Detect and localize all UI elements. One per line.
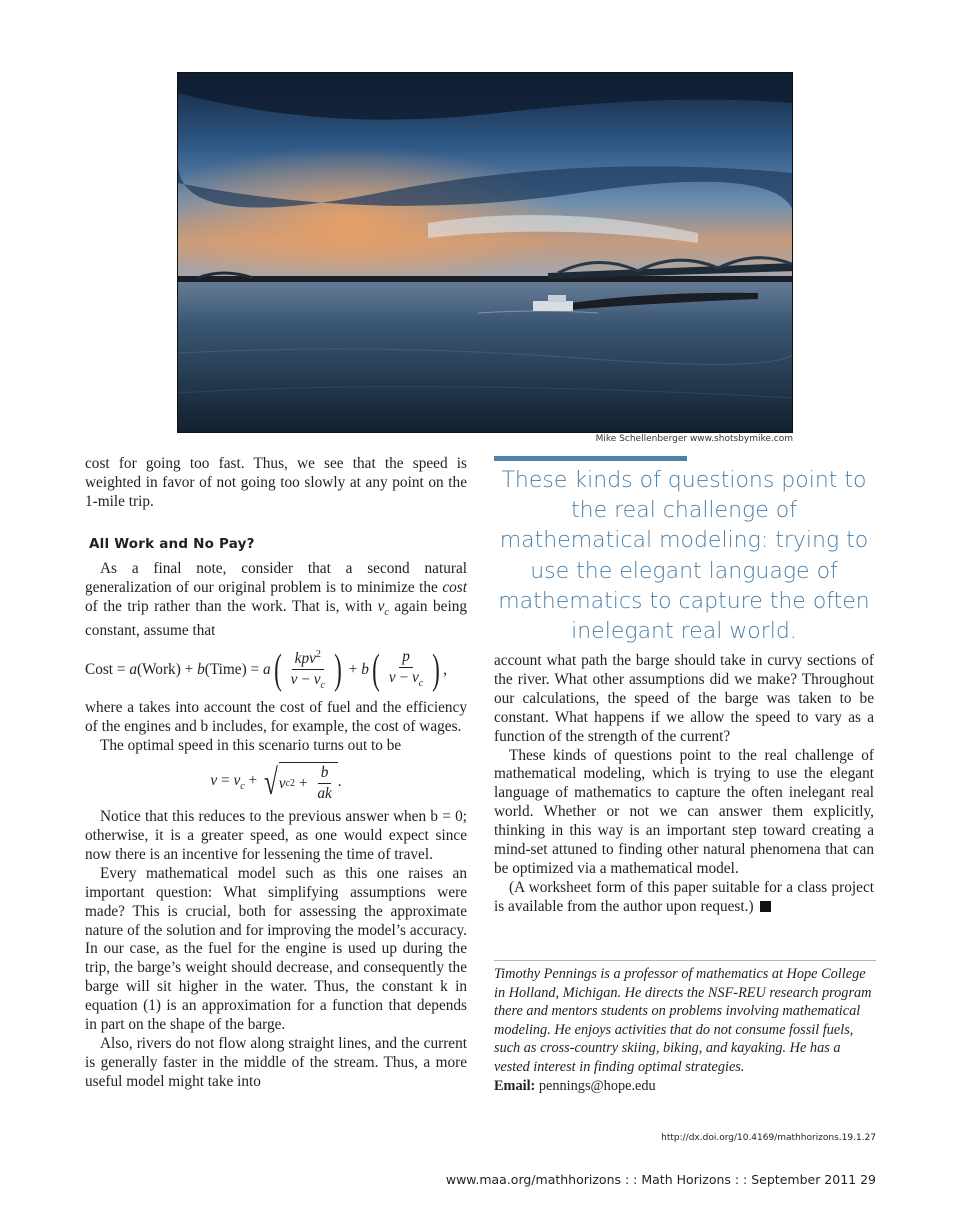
pull-quote-rule xyxy=(494,456,687,461)
email-label: Email: xyxy=(494,1077,536,1094)
paragraph-cost xyxy=(85,560,467,642)
paragraph-worksheet-text: (A worksheet form of this paper suitable for a class project is available from the author upon request.) xyxy=(494,878,874,915)
bio-divider xyxy=(494,960,876,961)
paragraph-cost-part2: of the trip rather than the work. That is, with xyxy=(85,597,378,615)
river-barge-sunset-photo-icon xyxy=(178,73,793,433)
end-mark-icon xyxy=(760,901,771,912)
bio-text: Timothy Pennings is a professor of mathematics at Hope College in Holland, Michigan. He directs the NSF-REU research program there and mentors students on problems involving mathematical modeling. He enjoys activities that do not consume fossil fuels, such as cross-country skiing, biking, and kayaking. He has a vested interest in finding optimal strategies. xyxy=(494,966,872,1075)
cost-equation: Cost = a(Work) + b(Time) = a ( $\frac{kpv^2}{v - v_c}$ ) + b ( $\frac{p}{v - v_c}$ ) , xyxy=(85,647,448,694)
paragraph-where: where a takes into account the cost of fuel and the efficiency of the engines and b includes, for example, the cost of wages. xyxy=(85,699,467,736)
var-c: c xyxy=(384,606,389,618)
bio-email-line xyxy=(494,1077,874,1096)
left-column xyxy=(85,455,467,1092)
pull-quote: These kinds of questions point to the real challenge of mathematical modeling: trying to use the elegant language of mathematics to capture the often inelegant real world. xyxy=(498,468,870,645)
paragraph-cost-part1: As a final note, consider that a second natural generalization of our original problem is to minimize the xyxy=(85,559,467,596)
paragraph-rivers: Also, rivers do not flow along straight lines, and the current is generally faster in the middle of the stream. Thus, a more useful model might take into xyxy=(85,1034,467,1090)
page-footer: www.maa.org/mathhorizons : : Math Horizons : : September 2011 29 xyxy=(445,1172,876,1187)
paragraph-questions: These kinds of questions point to the real challenge of mathematical modeling, which is trying to use the elegant language of mathematics to capture the often inelegant real world. Whether or not we can answer them explicitly, thinking in this way is an important step toward creating a mind-set attuned to finding other natural phenomena that can be optimized via a mathematical model. xyxy=(494,746,874,877)
right-column xyxy=(494,652,874,917)
emphasis-cost: cost xyxy=(442,578,467,596)
paragraph-worksheet xyxy=(494,879,874,917)
paragraph-continued: cost for going too fast. Thus, we see that the speed is weighted in favor of not going too slowly at any point on the 1-mile trip. xyxy=(85,455,467,510)
paragraph-account: account what path the barge should take in curvy sections of the river. What other assumptions did we make? Throughout our calculations, the speed of the barge was taken to be constant. What happens if we allow the speed to vary as a function of the strength of the current? xyxy=(494,652,874,745)
author-bio xyxy=(494,965,874,1095)
var-v: v xyxy=(377,597,385,615)
paragraph-cost-part3: again being constant, assume that xyxy=(85,597,467,640)
email-address[interactable]: pennings@hope.edu xyxy=(538,1077,656,1094)
section-heading-text: All Work and No Pay? xyxy=(89,535,255,552)
paragraph-notice: Notice that this reduces to the previous answer when b = 0; otherwise, it is a greater speed, as one would expect since now there is an incentive for lessening the time of travel. xyxy=(85,808,467,863)
optimal-speed-equation: $v = v_c$ + √ v c 2 + $\frac{b}{ak}$ . xyxy=(210,762,342,803)
river-barge-photo xyxy=(177,72,793,433)
paragraph-optimal: The optimal speed in this scenario turns out to be xyxy=(100,737,402,755)
photo-credit: Mike Schellenberger www.shotsbymike.com xyxy=(595,434,793,444)
paragraph-every-model: Every mathematical model such as this one raises an important question: What simplifying assumptions were made? This is crucial, both for assessing the approximate nature of the solution and for improving the model’s accuracy. In our case, as the fuel for the engine is used up during the trip, the barge’s weight should decrease, and consequently the barge will sit higher in the water. Thus, the constant k in equation (1) is an approximation for a function that depends in part on the shape of the barge. xyxy=(85,864,467,1034)
doi-link[interactable]: http://dx.doi.org/10.4169/mathhorizons.19.1.27 xyxy=(661,1133,876,1143)
section-heading xyxy=(89,536,467,552)
